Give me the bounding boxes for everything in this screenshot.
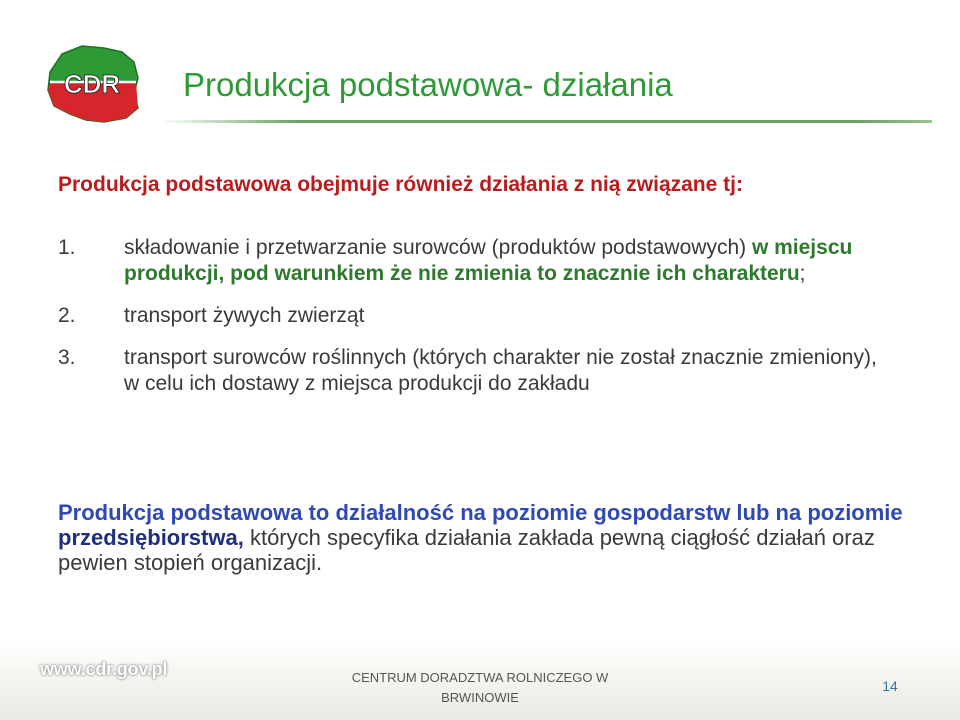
list-item-number: 1.	[58, 236, 76, 259]
definition-rest: których specyfika działania zakłada pewną ciągłość działań oraz pewien stopień organizacji.	[58, 525, 875, 575]
list-item	[58, 345, 888, 397]
cdr-logo	[42, 42, 142, 124]
list-item-number: 3.	[58, 346, 76, 369]
definition-emphasis: przedsiębiorstwa,	[58, 525, 244, 550]
footer-url: www.cdr.gov.pl	[40, 659, 168, 679]
definition-highlight: Produkcja podstawowa to działalność na poziomie gospodarstw lub na poziomie	[58, 500, 903, 525]
footer-organization: CENTRUM DORADZTWA ROLNICZEGO W BRWINOWIE	[351, 670, 609, 705]
page-number: 14	[882, 678, 898, 694]
logo-text: CDR	[63, 69, 121, 99]
list-item-number: 2.	[58, 304, 76, 327]
definition-paragraph	[58, 500, 908, 575]
intro-text: Produkcja podstawowa obejmuje również działania z nią związane tj:	[58, 173, 743, 196]
list-item	[58, 235, 888, 287]
list-item-text: transport surowców roślinnych (których charakter nie został znacznie zmieniony), w celu ich dostawy z miejsca produkcji do zakładu	[124, 346, 877, 395]
list-item	[58, 303, 888, 329]
list-item-text: składowanie i przetwarzanie surowców (produktów podstawowych)	[124, 236, 752, 259]
list-item-text-end: ;	[799, 262, 806, 285]
page-title: Produkcja podstawowa- działania	[183, 66, 673, 103]
list-item-bold-text: w miejscu produkcji, pod warunkiem że nie zmienia to znacznie ich charakteru	[124, 236, 853, 285]
list-item-text: transport żywych zwierząt	[124, 304, 365, 327]
title-divider	[160, 120, 932, 123]
numbered-list	[58, 235, 888, 397]
